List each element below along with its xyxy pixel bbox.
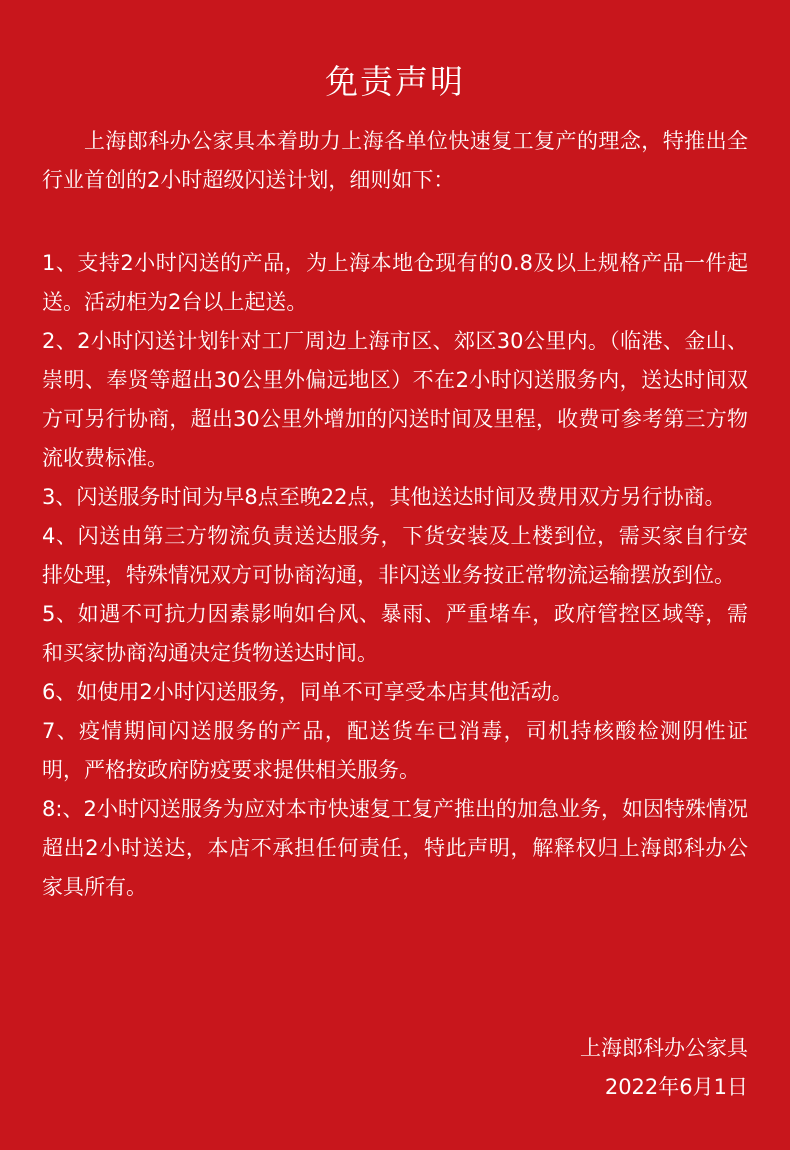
term-item-3: 3、闪送服务时间为早8点至晚22点，其他送达时间及费用双方另行协商。 — [42, 485, 726, 509]
page-title: 免责声明 — [325, 62, 465, 101]
term-item-1: 1、支持2小时闪送的产品，为上海本地仓现有的0.8及以上规格产品一件起送。活动柜为2台以上起送。 — [42, 251, 748, 314]
intro-paragraph: 上海郎科办公家具本着助力上海各单位快速复工复产的理念，特推出全行业首创的2小时超级闪送计划，细则如下： — [42, 129, 748, 192]
term-item-7: 7、疫情期间闪送服务的产品，配送货车已消毒，司机持核酸检测阴性证明，严格按政府防疫要求提供相关服务。 — [42, 719, 748, 782]
terms-list — [42, 244, 748, 907]
term-item-8: 8:、2小时闪送服务为应对本市快速复工复产推出的加急业务，如因特殊情况超出2小时送达，本店不承担任何责任，特此声明，解释权归上海郎科办公家具所有。 — [42, 797, 748, 899]
signature-date: 2022年6月1日 — [604, 1075, 748, 1099]
signature-block — [580, 1029, 748, 1107]
term-item-4: 4、闪送由第三方物流负责送达服务，下货安装及上楼到位，需买家自行安排处理，特殊情况双方可协商沟通，非闪送业务按正常物流运输摆放到位。 — [42, 524, 748, 587]
term-item-2: 2、2小时闪送计划针对工厂周边上海市区、郊区30公里内。（临港、金山、崇明、奉贤等超出30公里外偏远地区）不在2小时闪送服务内，送达时间双方可另行协商，超出30公里外增加的闪送时间及里程，收费可参考第三方物流收费标准。 — [42, 329, 748, 470]
term-item-5: 5、如遇不可抗力因素影响如台风、暴雨、严重堵车，政府管控区域等，需和买家协商沟通决定货物送达时间。 — [42, 602, 748, 665]
term-item-6: 6、如使用2小时闪送服务，同单不可享受本店其他活动。 — [42, 680, 573, 704]
signature-company: 上海郎科办公家具 — [580, 1036, 748, 1060]
